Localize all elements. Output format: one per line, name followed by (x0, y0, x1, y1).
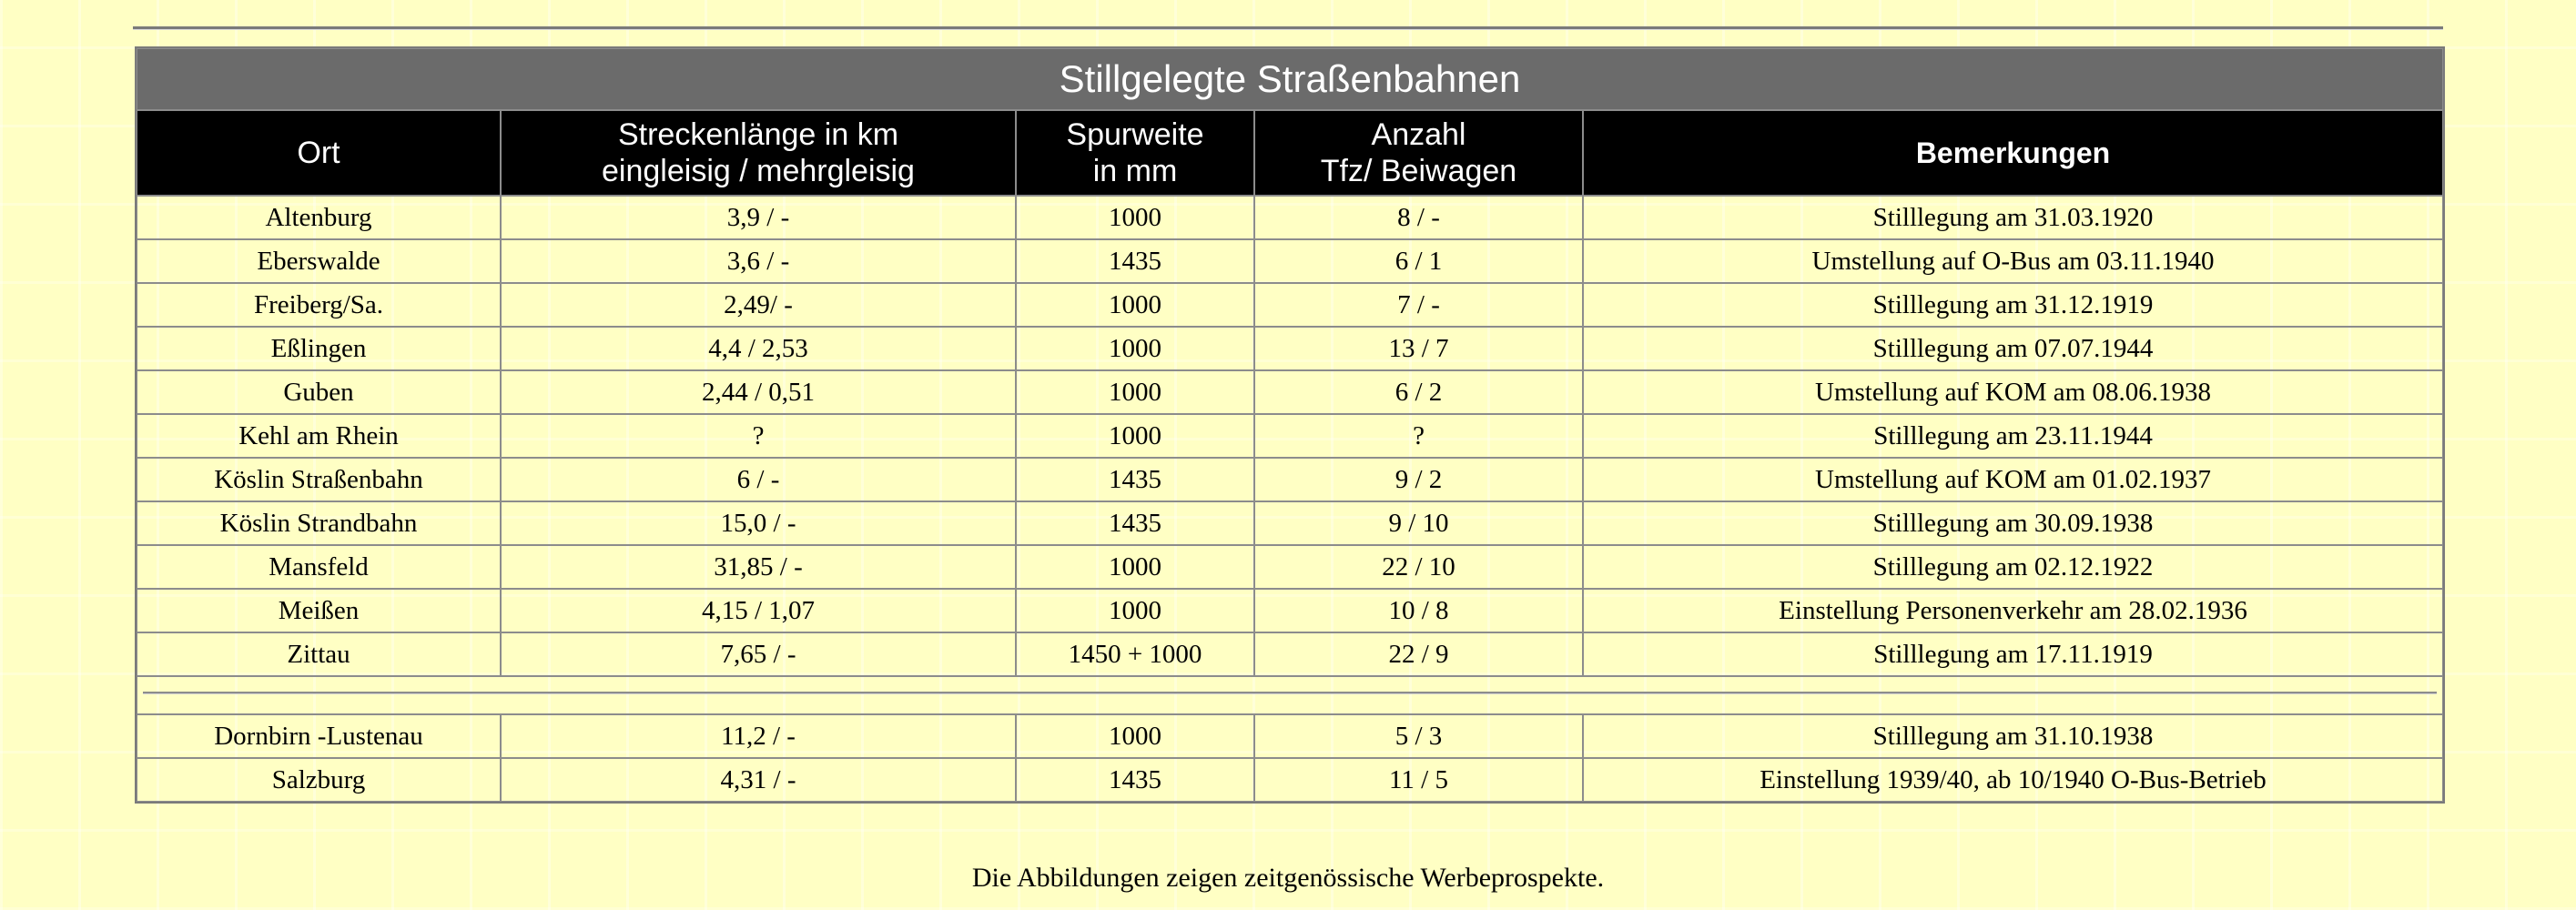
cell-spurweite: 1000 (1016, 196, 1254, 239)
cell-bemerkungen: Stilllegung am 30.09.1938 (1583, 501, 2443, 545)
cell-streckenlaenge: 4,15 / 1,07 (501, 589, 1016, 632)
cell-anzahl: 11 / 5 (1254, 758, 1583, 802)
table-row (137, 758, 2443, 802)
cell-bemerkungen: Stilllegung am 23.11.1944 (1583, 414, 2443, 458)
cell-bemerkungen: Einstellung 1939/40, ab 10/1940 O-Bus-Betrieb (1583, 758, 2443, 802)
cell-ort: Mansfeld (137, 545, 501, 589)
cell-ort: Eberswalde (137, 239, 501, 283)
cell-streckenlaenge: 2,49/ - (501, 283, 1016, 327)
header-anzahl (1254, 110, 1583, 196)
cell-ort: Dornbirn -Lustenau (137, 714, 501, 758)
cell-bemerkungen: Stilllegung am 31.03.1920 (1583, 196, 2443, 239)
cell-spurweite: 1435 (1016, 758, 1254, 802)
cell-streckenlaenge: 4,4 / 2,53 (501, 327, 1016, 370)
cell-spurweite: 1000 (1016, 370, 1254, 414)
cell-spurweite: 1000 (1016, 589, 1254, 632)
cell-spurweite: 1450 + 1000 (1016, 632, 1254, 676)
header-ort-line-1: Ort (297, 136, 340, 170)
cell-streckenlaenge: 11,2 / - (501, 714, 1016, 758)
cell-ort: Meißen (137, 589, 501, 632)
cell-anzahl: ? (1254, 414, 1583, 458)
header-anzahl-line-1: Anzahl (1371, 117, 1466, 152)
table-row (137, 458, 2443, 501)
cell-ort: Köslin Straßenbahn (137, 458, 501, 501)
table-container (135, 46, 2441, 804)
table-title: Stillgelegte Straßenbahnen (137, 48, 2443, 110)
header-row (137, 110, 2443, 196)
table-row (137, 501, 2443, 545)
header-streckenlaenge-line-1: Streckenlänge in km (617, 117, 899, 152)
cell-streckenlaenge: 2,44 / 0,51 (501, 370, 1016, 414)
header-spurweite-line-1: Spurweite (1066, 117, 1204, 152)
cell-bemerkungen: Stilllegung am 07.07.1944 (1583, 327, 2443, 370)
table-row (137, 545, 2443, 589)
cell-spurweite: 1000 (1016, 283, 1254, 327)
header-spurweite-line-2: in mm (1092, 154, 1178, 188)
table-row (137, 414, 2443, 458)
header-anzahl-line-2: Tfz/ Beiwagen (1320, 154, 1517, 188)
cell-streckenlaenge: ? (501, 414, 1016, 458)
cell-ort: Freiberg/Sa. (137, 283, 501, 327)
header-bemerkungen-line-1: Bemerkungen (1915, 136, 2111, 169)
cell-anzahl: 22 / 9 (1254, 632, 1583, 676)
cell-ort: Köslin Strandbahn (137, 501, 501, 545)
cell-streckenlaenge: 6 / - (501, 458, 1016, 501)
cell-bemerkungen: Stilllegung am 31.12.1919 (1583, 283, 2443, 327)
table-row (137, 196, 2443, 239)
cell-anzahl: 6 / 2 (1254, 370, 1583, 414)
cell-anzahl: 22 / 10 (1254, 545, 1583, 589)
separator-cell (137, 676, 2443, 714)
cell-ort: Eßlingen (137, 327, 501, 370)
cell-bemerkungen: Einstellung Personenverkehr am 28.02.1936 (1583, 589, 2443, 632)
cell-spurweite: 1000 (1016, 545, 1254, 589)
table-row (137, 632, 2443, 676)
cell-streckenlaenge: 31,85 / - (501, 545, 1016, 589)
separator-rule (143, 692, 2437, 694)
header-streckenlaenge-line-2: eingleisig / mehrgleisig (602, 154, 915, 188)
cell-bemerkungen: Umstellung auf KOM am 01.02.1937 (1583, 458, 2443, 501)
cell-ort: Zittau (137, 632, 501, 676)
header-streckenlaenge (501, 110, 1016, 196)
table-row (137, 283, 2443, 327)
cell-ort: Altenburg (137, 196, 501, 239)
table-row (137, 327, 2443, 370)
cell-bemerkungen: Stilllegung am 17.11.1919 (1583, 632, 2443, 676)
cell-anzahl: 7 / - (1254, 283, 1583, 327)
table-row (137, 714, 2443, 758)
cell-anzahl: 6 / 1 (1254, 239, 1583, 283)
cell-bemerkungen: Stilllegung am 02.12.1922 (1583, 545, 2443, 589)
cell-ort: Kehl am Rhein (137, 414, 501, 458)
cell-spurweite: 1435 (1016, 239, 1254, 283)
cell-streckenlaenge: 3,9 / - (501, 196, 1016, 239)
cell-streckenlaenge: 15,0 / - (501, 501, 1016, 545)
header-ort (137, 110, 501, 196)
cell-anzahl: 13 / 7 (1254, 327, 1583, 370)
cell-spurweite: 1435 (1016, 458, 1254, 501)
cell-streckenlaenge: 3,6 / - (501, 239, 1016, 283)
footer-caption: Die Abbildungen zeigen zeitgenössische Werbeprospekte. (971, 863, 1605, 893)
header-bemerkungen (1583, 110, 2443, 196)
cell-anzahl: 9 / 10 (1254, 501, 1583, 545)
top-horizontal-rule (133, 26, 2443, 30)
cell-spurweite: 1000 (1016, 327, 1254, 370)
cell-spurweite: 1000 (1016, 414, 1254, 458)
cell-anzahl: 5 / 3 (1254, 714, 1583, 758)
cell-bemerkungen: Stilllegung am 31.10.1938 (1583, 714, 2443, 758)
cell-bemerkungen: Umstellung auf O-Bus am 03.11.1940 (1583, 239, 2443, 283)
cell-streckenlaenge: 7,65 / - (501, 632, 1016, 676)
cell-ort: Guben (137, 370, 501, 414)
separator-row (137, 676, 2443, 714)
table-row (137, 370, 2443, 414)
cell-ort: Salzburg (137, 758, 501, 802)
cell-anzahl: 10 / 8 (1254, 589, 1583, 632)
table-row (137, 589, 2443, 632)
cell-anzahl: 8 / - (1254, 196, 1583, 239)
cell-spurweite: 1000 (1016, 714, 1254, 758)
cell-bemerkungen: Umstellung auf KOM am 08.06.1938 (1583, 370, 2443, 414)
cell-anzahl: 9 / 2 (1254, 458, 1583, 501)
cell-spurweite: 1435 (1016, 501, 1254, 545)
header-spurweite (1016, 110, 1254, 196)
closed-tramways-table (135, 46, 2445, 804)
table-row (137, 239, 2443, 283)
cell-streckenlaenge: 4,31 / - (501, 758, 1016, 802)
